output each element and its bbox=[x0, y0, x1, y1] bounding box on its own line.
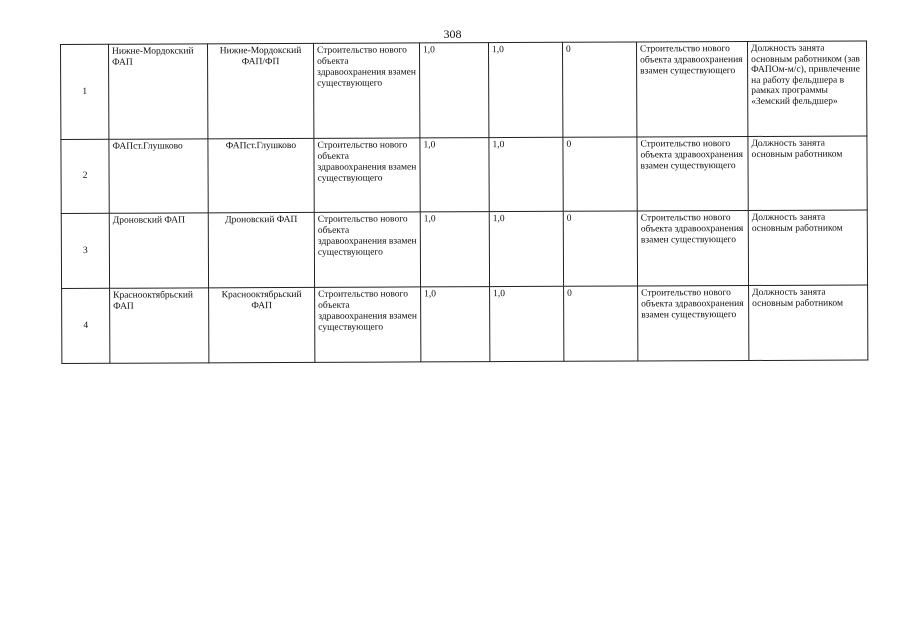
value-cell-3: 0 bbox=[563, 211, 637, 286]
table-row bbox=[62, 285, 868, 364]
activity-cell-2: Строительство нового объекта здравоохранения взамен существующего bbox=[637, 136, 748, 210]
value-cell-2: 1,0 bbox=[489, 211, 563, 286]
value-cell-2: 1,0 bbox=[488, 42, 562, 137]
page-number: 308 bbox=[443, 27, 462, 41]
row-number: 1 bbox=[61, 44, 109, 139]
table-row bbox=[61, 41, 867, 140]
facility-type: Нижне-Мордокский ФАП/ФП bbox=[208, 43, 314, 138]
activity-cell: Строительство нового объекта здравоохранения взамен существующего bbox=[313, 43, 419, 138]
staffing-cell: Должность занята основным работником bbox=[748, 210, 867, 286]
facility-name: Дроновский ФАП bbox=[109, 213, 208, 288]
value-cell-2: 1,0 bbox=[490, 286, 564, 361]
activity-cell: Строительство нового объекта здравоохранения взамен существующего bbox=[314, 138, 420, 212]
row-number: 3 bbox=[61, 213, 109, 288]
value-cell-1: 1,0 bbox=[419, 43, 488, 138]
facilities-table bbox=[60, 40, 868, 364]
facility-name: Нижне-Мордокский ФАП bbox=[109, 44, 208, 139]
staffing-cell: Должность занята основным работником bbox=[749, 285, 868, 361]
value-cell-3: 0 bbox=[562, 42, 636, 137]
activity-cell: Строительство нового объекта здравоохранения взамен существующего bbox=[314, 212, 420, 287]
value-cell-1: 1,0 bbox=[420, 138, 489, 212]
activity-cell-2: Строительство нового объекта здравоохранения взамен существующего bbox=[636, 42, 747, 137]
facility-name: ФАПст.Глушково bbox=[109, 139, 208, 213]
staffing-cell: Должность занята основным работником bbox=[748, 136, 867, 211]
facility-type: ФАПст.Глушково bbox=[208, 138, 314, 212]
value-cell-2: 1,0 bbox=[489, 137, 563, 211]
value-cell-1: 1,0 bbox=[420, 212, 489, 287]
row-number: 4 bbox=[62, 288, 110, 363]
activity-cell: Строительство нового объекта здравоохранения взамен существующего bbox=[315, 287, 421, 362]
facility-type: Краснооктябрьский ФАП bbox=[209, 287, 315, 362]
activity-cell-2: Строительство нового объекта здравоохранения взамен существующего bbox=[637, 210, 748, 285]
staffing-cell: Должность занята основным работником (зав ФАПОм-м/с), привлечение на работу фельдшера в рамках программы «Земский фельдшер» bbox=[747, 41, 866, 137]
activity-cell-2: Строительство нового объекта здравоохранения взамен существующего bbox=[638, 285, 749, 360]
table-row bbox=[61, 136, 867, 214]
row-number: 2 bbox=[61, 139, 109, 213]
value-cell-1: 1,0 bbox=[421, 287, 490, 362]
facility-name: Краснооктябрьский ФАП bbox=[110, 288, 209, 363]
facility-type: Дроновский ФАП bbox=[208, 212, 314, 287]
value-cell-3: 0 bbox=[563, 137, 637, 211]
table-row bbox=[61, 210, 867, 289]
value-cell-3: 0 bbox=[564, 286, 638, 361]
